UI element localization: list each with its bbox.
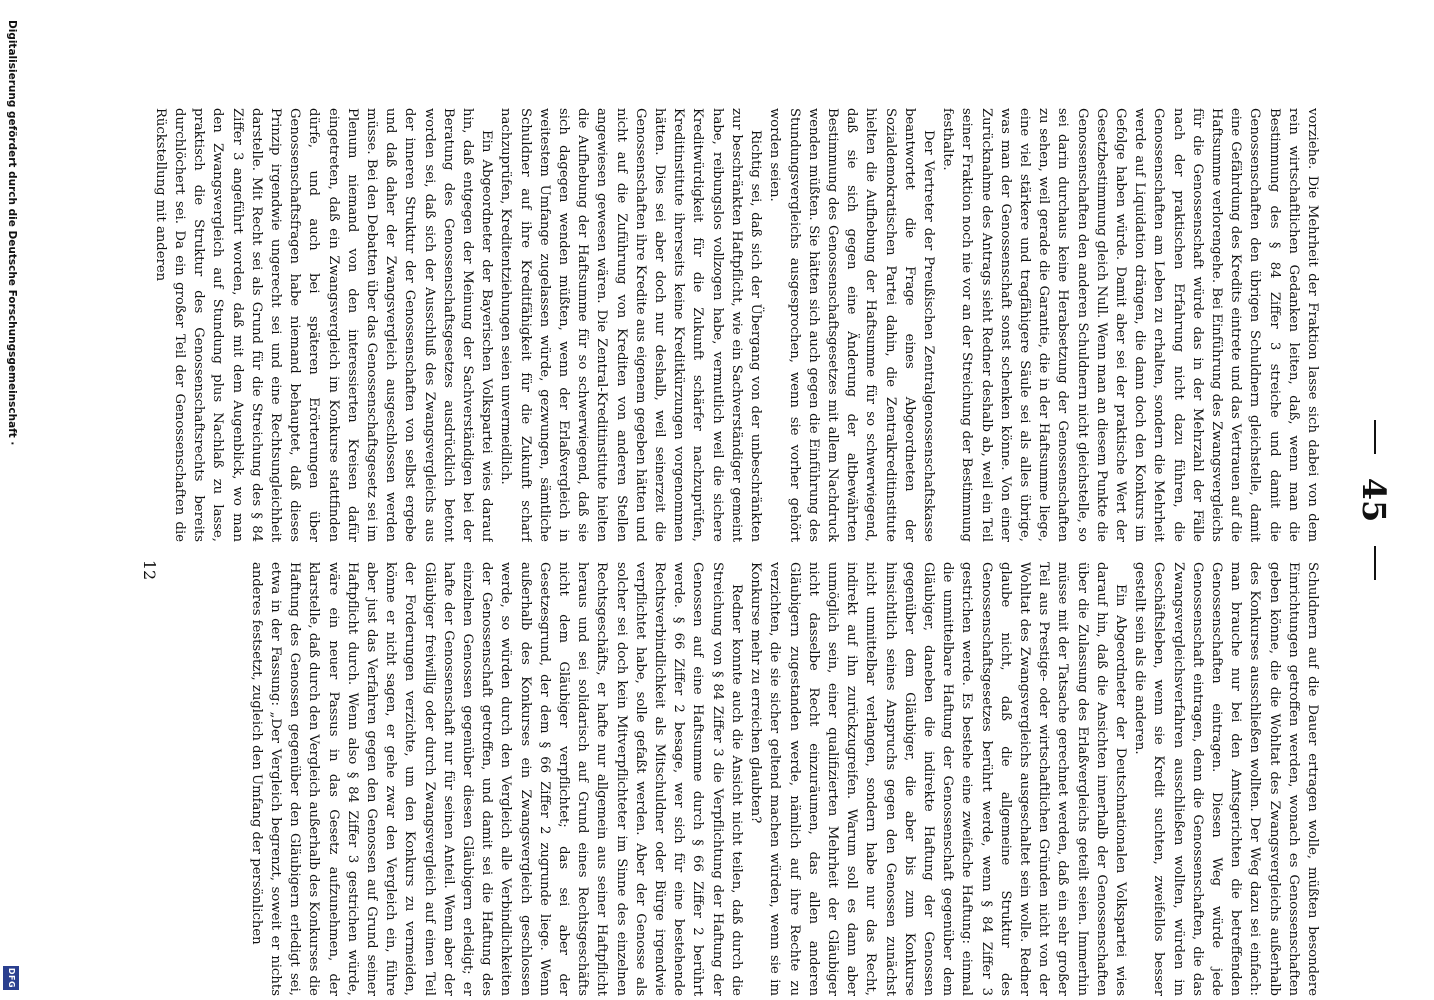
paragraph: Redner konnte auch die Ansicht nicht teilen, daß durch die Streichung von § 84 Ziffer 3 die Verpflichtung der Haftung der Genossen auf eine Haftsumme durch § 66 Ziffer 2 berührt werde. § 66 Ziffer 2 besage, wer sich für eine bestehende Rechtsverbindlichkeit als Mitschuldner oder Bürge irgendwie verpflichtet habe, solle gefaßt werden. Aber der Genosse als solcher sei doch kein Mitverpflichteter im Sinne des einzelnen Rechtsgeschäfts, er hafte nur allgemein aus seiner Haftpflicht heraus und sei solidarisch auf Grund eines Rechtsgeschäfts nicht dem Gläubiger verpflichtet; das sei aber der Gesetzesgrund, der dem § 66 Ziffer 2 zugrunde liege. Wenn außerhalb des Konkurses ein Zwangsvergleich geschlossen werde, so würden durch den Vergleich alle Verbindlichkeiten der Genossenschaft getroffen, und damit sei die Haftung des einzelnen Genossen gegenüber diesen Gläubigern erledigt; er hafte der Genossenschaft nur für seinen Anteil. Wenn aber der Gläubiger freiwillig oder durch Zwangsvergleich auf einen Teil der Forderungen verzichte, um den Konkurs zu vermeiden, könne er nicht sagen, er gehe zwar den Vergleich ein, führe aber just das Verfahren gegen den Genossen auf Grund seiner Haftpflicht durch. Wenn also § 84 Ziffer 3 gestrichen würde, wäre ein neuer Passus in das Gesetz aufzunehmen, der klarstelle, daß durch den Vergleich außerhalb des Konkurses die Haftung des Genossen gegenüber den Gläubigern erledigt sei, etwa in der Fassung: „Der Vergleich begrenzt, soweit er nichts anderes festsetzt, zugleich den Umfang der persönlichen (248, 562, 744, 996)
paragraph: Ein Abgeordneter der Bayerischen Volkspartei wies darauf hin, daß entgegen der Meinung der Sachverständigen bei der Beratung des Genossenschaftsgesetzes ausdrücklich betont worden sei, daß sich der Ausschluß des Zwangsvergleichs aus der inneren Struktur der Genossenschaften von selbst ergebe und daß daher der Zwangsvergleich ausgeschlossen werden müsse. Bei den Debatten über das Genossenschaftsgesetz sei im Plenum niemand von den interessierten Kreisen dafür eingetreten, daß ein Zwangsvergleich im Konkurse stattfinden dürfe, und auch bei späteren Erörterungen über Genossenschaftsfragen habe niemand behauptet, daß dieses Prinzip irgendwie ungerecht sei und eine Rechtsungleichheit darstelle. Mit Recht sei als Grund für die Streichung des § 84 Ziffer 3 angeführt worden, daß mit dem Augenblick, wo man den Zwangsvergleich auf Stundung plus Nachlaß zu lasse, praktisch die Struktur des Genossenschaftsrechts bereits durchlöchert sei. Da ein großer Teil der Genossenschaften die Rückstellung mit anderen (152, 108, 495, 542)
paragraph: vorziehe. Die Mehrheit der Fraktion lasse sich dabei von dem rein wirtschaftlichen Gedanken leiten, daß, wenn man die Bestimmung des § 84 Ziffer 3 streiche und damit die Genossenschaften den übrigen Schuldnern gleichstelle, damit eine Gefährdung des Kredits eintrete und das Vertrauen auf die Haftsumme verlorengehe. Bei Einführung des Zwangsvergleichs für die Genossenschaft würde das in der Mehrzahl der Fälle nach der praktischen Erfahrung nicht dazu führen, die Genossenschaften am Leben zu erhalten, sondern die Mehrheit werde auf Liquidation drängen, die dann doch den Konkurs im Gefolge haben würde. Damit aber sei der praktische Wert der Gesetzbestimmung gleich Null. Wenn man an diesem Punkte die Genossenschaften den anderen Schuldnern nicht gleichstelle, so sei darin durchaus keine Herabsetzung der Genossenschaften zu sehen, weil gerade die Garantie, die in der Haftsumme liege, eine viel stärkere und tragfähigere Säule sei als alles übrige, was man der Genossenschaft sonst schenken könne. Von einer Zurücknahme des Antrags sieht Redner deshalb ab, weil ein Teil seiner Fraktion noch nie vor an der Streichung der Bestimmung festhalte. (940, 108, 1320, 542)
page-header (1354, 0, 1394, 1000)
text-column-left (72, 108, 1322, 542)
text-column-right (72, 562, 1322, 996)
header-dash-left (1374, 420, 1376, 454)
digitization-footer (0, 0, 24, 1000)
footer-text: Digitalisierung gefördert durch die Deutsche Forschungsgemeinschaft · (6, 20, 18, 446)
dfg-logo: DFG (3, 966, 19, 990)
paragraph: Ein Abgeordneter der Deutschnationalen Volkspartei wies darauf hin, daß die Ansichten innerhalb der Genossenschaften über die Zulassung des Erlaßvergleichs geteilt seien. Immerhin müsse mit der Tatsache gerechnet werden, daß ein sehr großer Teil aus Prestige- oder wirtschaftlichen Gründen nicht von der Wohltat des Zwangsvergleichs ausgeschaltet sein wolle. Redner glaube nicht, daß die allgemeine Struktur des Genossenschaftsgesetzes berührt werde, wenn § 84 Ziffer 3 gestrichen werde. Es bestehe eine zweifache Haftung: einmal die unmittelbare Haftung der Genossenschaft gegenüber dem Gläubiger, daneben die indirekte Haftung der Genossen gegenüber dem Gläubiger, die aber bis zum Konkurse hinsichtlich seines Anspruchs gegen den Genossen zunächst nicht unmittelbar verlangen, sondern habe nur das Recht, indirekt auf ihn zurückzugreifen. Warum soll es dann aber unmöglich sein, einer qualifizierten Mehrheit der Gläubiger nicht dasselbe Recht einzuräumen, das allen anderen Gläubigern zugestanden werde, nämlich auf ihre Rechte zu verzichten, die sie sicher geltend machen würden, wenn sie im Konkurse mehr zu erreichen glaubten? (748, 562, 1128, 996)
paragraph: Schuldnern auf die Dauer ertragen wolle, müßten besondere Einrichtungen getroffen werden, wonach es Genossenschaften geben könne, die die Wohltat des Zwangsvergleichs außerhalb des Konkurses ausschließen wollten. Der Weg dazu sei einfach: man brauche nur bei den Amtsgerichten die betreffenden Genossenschaften eintragen. Diesen Weg würde jede Genossenschaft eintragen, denn die Genossenschaften, die das Zwangsvergleichsverfahren ausschließen wollten, würden im Geschäftsleben, wenn sie Kredit suchten, zweifellos besser gestellt sein als die anderen. (1132, 562, 1320, 996)
page-number: 45 (1355, 477, 1393, 523)
header-dash-right (1374, 546, 1376, 580)
paragraph: Richtig sei, daß sich der Übergang von der unbeschränkten zur beschränkten Haftpflicht, wie ein Sachverständiger gemeint habe, reibungslos vollzogen habe, vermutlich weil die sichere Kreditwürdigkeit für die Zukunft schärfer nachzuprüfen, Kreditinstitute ihrerseits keine Kreditkürzungen vorgenommen hätten. Dies sei aber doch nur deshalb, weil seinerzeit die Genossenschaften ihre Kredite aus eigenem gegeben hätten und nicht auf die Zuführung von Krediten von anderen Stellen angewiesen gewesen wären. Die Zentral-Kreditinstitute hielten die Aufhebung der Haftsumme für so schwerwiegend, daß sie sich dagegen wenden müßten, wenn der Erlaßvergleich in weitestem Umfange zugelassen würde, gezwungen, sämtliche Schuldner auf ihre Kreditfähigkeit für die Zukunft scharf nachzuprüfen, Kreditentziehungen seien unvermeidlich. (498, 108, 764, 542)
paragraph: Der Vertreter der Preußischen Zentralgenossenschaftskasse beantwortet die Frage eines Abgeordneten der Sozialdemokratischen Partei dahin, die Zentralkreditinstitute hielten die Aufhebung der Haftsumme für so schwerwiegend, daß sie sich gegen eine Änderung der altbewährten Bestimmung des Genossenschaftsgesetzes mit allem Nachdruck wenden müßten. Sie hätten sich auch gegen die Einführung des Stundungsvergleichs ausgesprochen, wenn sie vorher gehört worden seien. (767, 108, 936, 542)
printer-signature: 12 (140, 559, 159, 581)
